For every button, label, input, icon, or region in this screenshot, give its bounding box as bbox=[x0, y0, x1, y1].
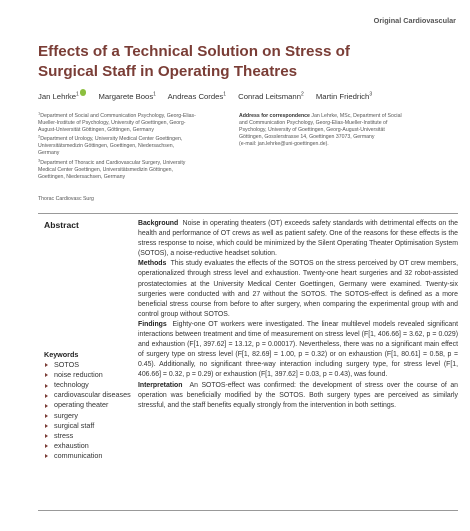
affiliation-marker: 1 bbox=[223, 90, 227, 97]
author[interactable] bbox=[98, 92, 155, 101]
title-line-1: Effects of a Technical Solution on Stress of bbox=[38, 43, 350, 60]
author-list bbox=[38, 89, 458, 102]
keywords-heading: Keywords bbox=[44, 350, 79, 359]
divider bbox=[38, 510, 458, 511]
abstract-methods: Methods This study evaluates the effects of the SOTOS on the stress perceived by OT crew members, operationalized through stress level and exhaustion. Twenty-one heart surgeries and 32 robot-assisted prostatectomies at the University Medical Center Goettingen, Germany were examined. Twenty-six surgeries were conducted with and 27 without the SOTOS. The SOTOS-effect is defined as a more beneficial stress course from before to after surgery, when comparing the experimental group with and control group without SOTOS. bbox=[138, 260, 458, 318]
author[interactable] bbox=[238, 92, 304, 101]
affiliation: $^1$Department of Social and Communication Psychology, Georg-Elias- Mueller-Institute of Psychology, University of Goettingen, Georg- August-Universität Göttingen, Göttingen, Germany bbox=[38, 110, 196, 134]
keyword-item: exhaustion bbox=[44, 441, 134, 451]
keyword-item: surgery bbox=[44, 411, 134, 421]
author[interactable] bbox=[316, 92, 372, 101]
abstract-findings: Findings Eighty-one OT workers were investigated. The linear multilevel models revealed significant interactions between treatment and time of measurement on stress level (F[1, 406.66] = 3.62, p = 0.029) and exhaustion (F[1, 397.62] = 13.12, p = 0.00017). Nevertheless, there was no a significant main effect of surgery type on stress level (F[1, 82.69] = 1.00, p = 0.32) or on exhaustion (F[1, 80.61] = 0.58, p = 0.45). Additionally, no significant three-way interaction including surgery type, for stress level (F[1, 406.66] = 0.32, p = 0.29) or exhaustion (F[1, 397.62] = 0.03, p = 0.43), was found. bbox=[138, 320, 458, 379]
section-label: Original Cardiovascular bbox=[373, 16, 456, 25]
affiliation-marker: 3 bbox=[369, 90, 373, 97]
abstract-heading: Abstract bbox=[44, 220, 79, 230]
affiliation-marker: 1 bbox=[153, 90, 156, 97]
orcid-icon[interactable] bbox=[80, 89, 87, 96]
keyword-item: operating theater bbox=[44, 400, 134, 410]
affiliation: $^2$Department of Urology, University Medical Center Goettingen, Universitätsmedizin Göttingen, Goettingen, Niedersachsen, Germany bbox=[38, 133, 183, 157]
keyword-list bbox=[44, 360, 134, 461]
affiliation-marker: 2 bbox=[300, 90, 304, 97]
keyword-item: SOTOS bbox=[44, 360, 134, 370]
correspondence-label: Address for correspondence bbox=[239, 113, 310, 119]
correspondence-email[interactable]: (e-mail: jan.lehrke@uni-goettingen.de). bbox=[239, 141, 329, 148]
abstract-interpretation: Interpretation An SOTOS-effect was confirmed: the development of stress over the course of an operation was beneficially modified by the SOTOS. Both surgery types are perceived as similarly stressful, and the staff benefits equally strongly from the intervention in both settings. bbox=[138, 381, 458, 409]
author-name: Conrad Leitsmann bbox=[238, 91, 301, 101]
affiliation-marker: 1 bbox=[76, 90, 79, 97]
correspondence-address: Address for correspondence Jan Lehrke, MSc, Department of Social and Communication Psychology, Georg-Elias-Mueller-Institute of Psychology, University of Goettingen, Georg-August-Universität Göttingen, Gosslerstrasse 14, Goettingen 37073, Germany (e-mail: jan.lehrke@uni-goettingen.de). bbox=[239, 113, 439, 148]
keyword-item: noise reduction bbox=[44, 370, 134, 380]
affiliations bbox=[38, 110, 223, 183]
divider bbox=[38, 213, 458, 214]
journal-citation: Thorac Cardiovasc Surg bbox=[38, 196, 94, 202]
author-name: Martin Friedrich bbox=[315, 91, 370, 101]
keyword-item: cardiovascular diseases bbox=[44, 390, 134, 400]
article-title bbox=[38, 42, 438, 81]
affiliation: $^3$Department of Thoracic and Cardiovascular Surgery, University Medical Center Goettingen, Universitätsmedizin Göttingen, Goettingen, Niedersachsen, Germany bbox=[38, 156, 186, 180]
keywords bbox=[44, 350, 134, 461]
abstract-body bbox=[138, 219, 458, 411]
author[interactable] bbox=[38, 92, 86, 101]
author-name: Jan Lehrke bbox=[38, 91, 77, 101]
title-line-2: Surgical Staff in Operating Theatres bbox=[38, 62, 298, 80]
abstract-background: Background Noise in operating theaters (OT) exceeds safety standards with detrimental effects on the health and performance of OT crews as well as patient safety. One of the reasons for these effects is the stress response to noise, which could be minimized by the Silent Operating Theater Optimisation System (SOTOS), a noise-reductive headset solution. bbox=[138, 220, 458, 258]
keyword-item: communication bbox=[44, 451, 134, 461]
keyword-item: technology bbox=[44, 380, 134, 390]
author-name: Andreas Cordes bbox=[167, 91, 224, 101]
author[interactable] bbox=[168, 92, 226, 101]
keyword-item: surgical staff bbox=[44, 421, 134, 431]
keyword-item: stress bbox=[44, 431, 134, 441]
author-name: Margarete Boos bbox=[98, 91, 154, 101]
